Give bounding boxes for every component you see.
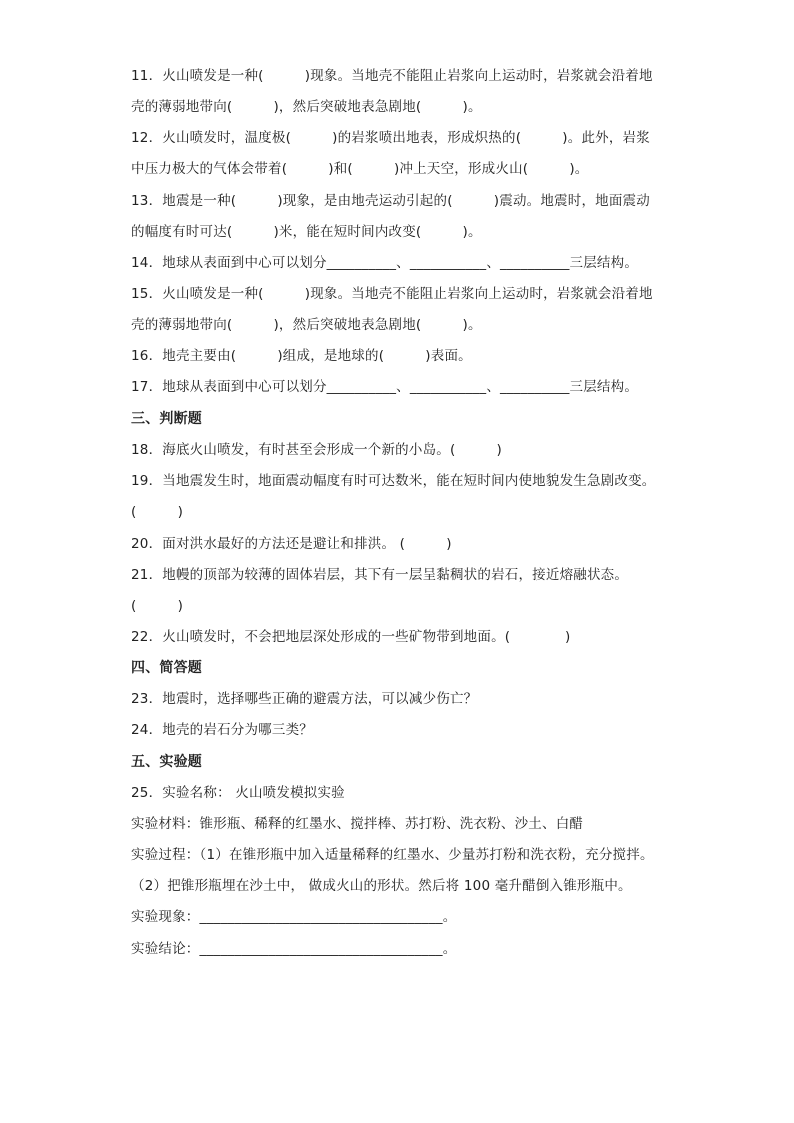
q16-line: 16．地壳主要由( )组成，是地球的( )表面。: [131, 348, 472, 364]
q22-line: 22．火山喷发时，不会把地层深处形成的一些矿物带到地面。( ): [131, 629, 571, 645]
q25-materials: 实验材料：锥形瓶、稀释的红墨水、搅拌棒、苏打粉、洗衣粉、沙土、白醋: [131, 816, 584, 832]
q13-line-1: 13．地震是一种( )现象，是由地壳运动引起的( )震动。地震时，地面震动: [131, 193, 650, 209]
q25-experiment-name: 25．实验名称： 火山喷发模拟实验: [131, 785, 345, 801]
q25-procedure-2: （2）把锥形瓶埋在沙土中， 做成火山的形状。然后将 100 毫升醋倒入锥形瓶中。: [131, 878, 632, 894]
q25-procedure-1: 实验过程：（1）在锥形瓶中加入适量稀释的红墨水、少量苏打粉和洗衣粉，充分搅拌。: [131, 847, 654, 863]
q11-line-1: 11．火山喷发是一种( )现象。当地壳不能阻止岩浆向上运动时，岩浆就会沿着地: [131, 68, 653, 84]
q25-conclusion: 实验结论：___________________________________。: [131, 941, 457, 957]
q11-line-2: 壳的薄弱地带向( )，然后突破地表急剧地( )。: [131, 99, 482, 115]
q14-line: 14．地球从表面到中心可以划分__________、___________、__________三层结构。: [131, 255, 639, 271]
q20-line: 20．面对洪水最好的方法还是避让和排洪。 ( ): [131, 536, 452, 552]
q21-line-1: 21．地幔的顶部为较薄的固体岩层，其下有一层呈黏稠状的岩石，接近熔融状态。: [131, 567, 629, 583]
q19-line-2: ( ): [131, 504, 184, 520]
q23-line: 23．地震时，选择哪些正确的避震方法，可以减少伤亡？: [131, 691, 478, 707]
q18-line: 18．海底火山喷发，有时甚至会形成一个新的小岛。( ): [131, 442, 503, 458]
q12-line-1: 12．火山喷发时，温度极( )的岩浆喷出地表，形成炽热的( )。此外，岩浆: [131, 130, 650, 146]
q17-line: 17．地球从表面到中心可以划分__________、___________、__________三层结构。: [131, 379, 639, 395]
section-heading-judgement: 三、判断题: [131, 411, 202, 427]
q21-line-2: ( ): [131, 598, 184, 614]
q19-line-1: 19．当地震发生时，地面震动幅度有时可达数米，能在短时间内使地貌发生急剧改变。: [131, 473, 656, 489]
q15-line-2: 壳的薄弱地带向( )，然后突破地表急剧地( )。: [131, 317, 482, 333]
q25-phenomenon: 实验现象：___________________________________。: [131, 909, 457, 925]
section-heading-short-answer: 四、简答题: [131, 660, 202, 676]
q13-line-2: 的幅度有时可达( )米，能在短时间内改变( )。: [131, 224, 482, 240]
q12-line-2: 中压力极大的气体会带着( )和( )冲上天空，形成火山( )。: [131, 161, 589, 177]
q15-line-1: 15．火山喷发是一种( )现象。当地壳不能阻止岩浆向上运动时，岩浆就会沿着地: [131, 286, 653, 302]
q24-line: 24．地壳的岩石分为哪三类？: [131, 722, 313, 738]
section-heading-experiment: 五、实验题: [131, 754, 202, 770]
